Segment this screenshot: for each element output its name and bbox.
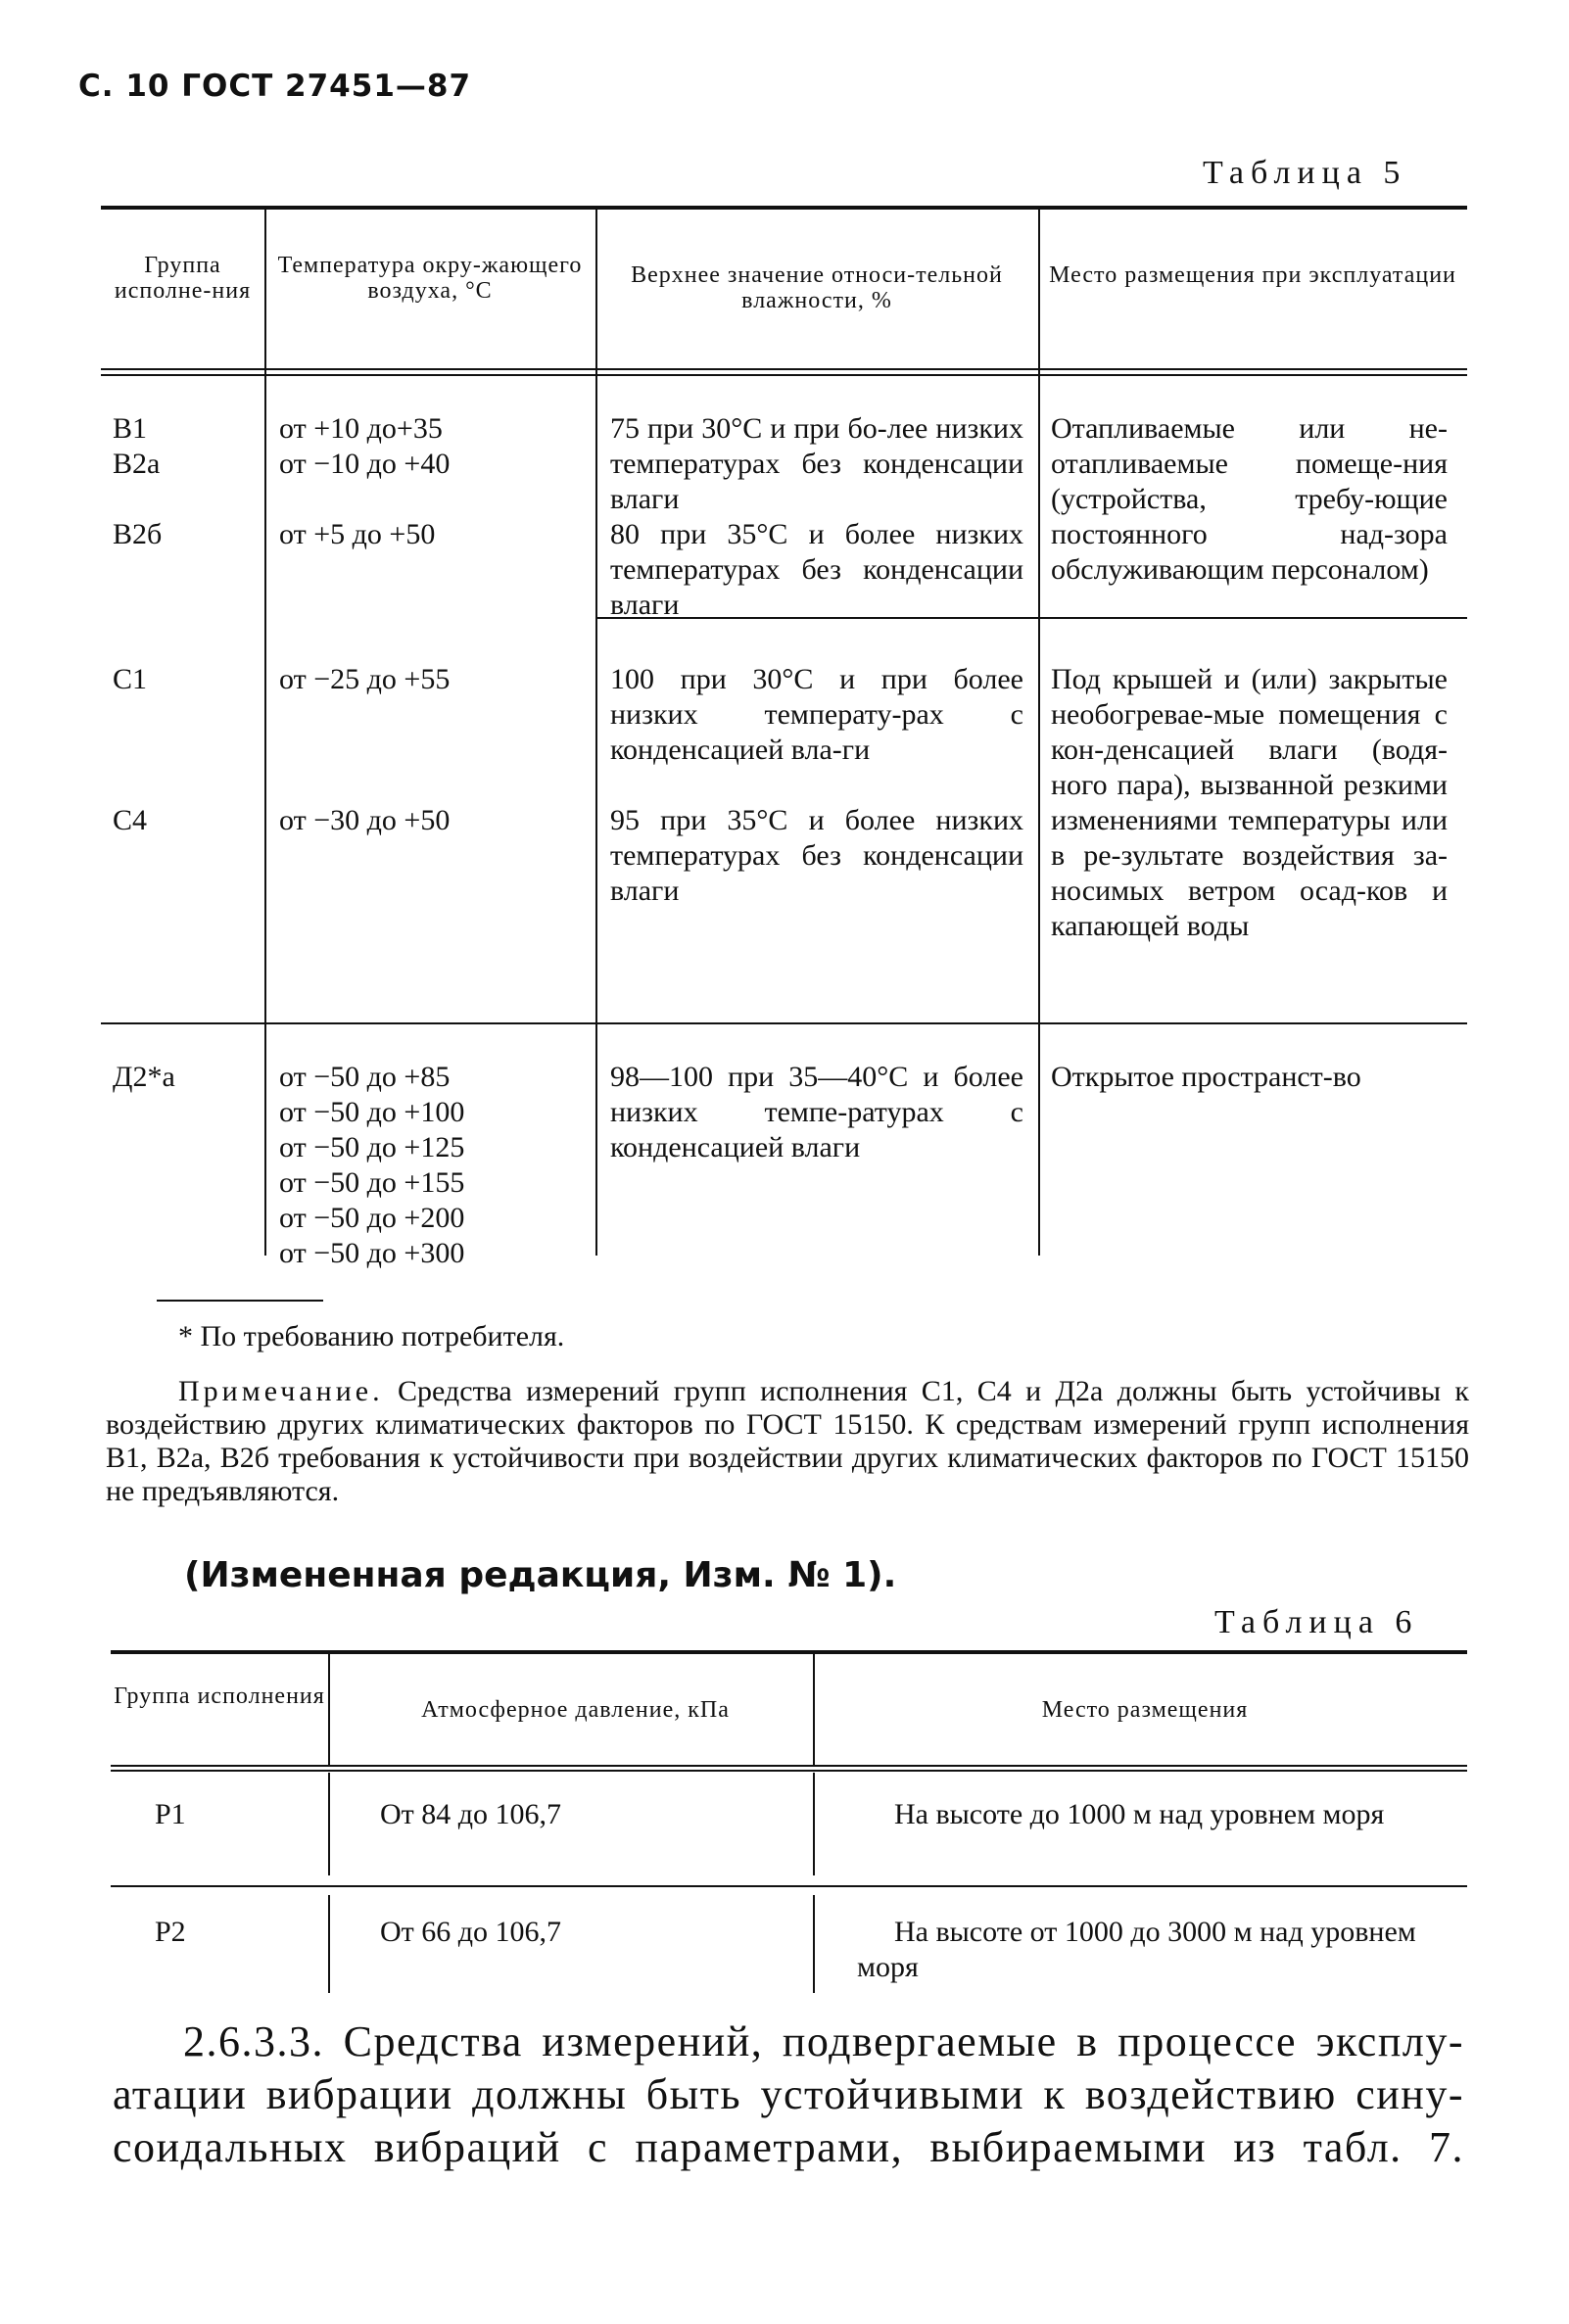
table5-top-rule — [101, 206, 1467, 210]
table6 — [111, 1650, 1467, 2003]
table6-col-rule-2h — [813, 1650, 815, 1765]
table5-header-place: Место размещения при эксплуатации — [1049, 262, 1456, 288]
paragraph-line: соидальных вибраций с параметрами, выбираемыми из табл. 7. — [113, 2123, 1464, 2171]
note-text: Средства измерений групп исполнения С1, С4 и Д2а должны быть устойчивы к воздействию других климатических факторов по ГОСТ 15150. К средствам измерений групп исполнения В1, В2а, В2б требования к устойчивости при воздействии других климатических факторов по ГОСТ 15150 не предъявляются. — [106, 1375, 1469, 1507]
table5-temperature: от −50 до +125 — [279, 1131, 465, 1163]
table5-col-rule-2h — [595, 206, 597, 374]
table5-col-rule-1 — [264, 374, 266, 1256]
table5-header-rule-2 — [101, 374, 1467, 376]
table5-row-rule-2 — [101, 1022, 1467, 1024]
body-paragraph-2-6-3-3 — [113, 2016, 1464, 2174]
table6-col-rule-1a — [328, 1773, 330, 1875]
table5-temperature: от −30 до +50 — [279, 804, 451, 836]
table6-pressure: От 84 до 106,7 — [380, 1798, 562, 1830]
table5-caption: Таблица 5 — [1203, 155, 1407, 191]
footnote-rule — [157, 1300, 323, 1302]
table5-group: С4 — [113, 804, 148, 836]
table5-col-rule-3h — [1038, 206, 1040, 374]
table6-header-pressure: Атмосферное давление, кПа — [421, 1697, 730, 1723]
table6-header-rule-1 — [111, 1765, 1467, 1767]
table6-pressure: От 66 до 106,7 — [380, 1916, 562, 1948]
table6-place: На высоте от 1000 до 3000 м над уровнем моря — [857, 1916, 1416, 1983]
table6-col-rule-2a — [813, 1773, 815, 1875]
table5-temperature: от −50 до +300 — [279, 1237, 465, 1269]
table5 — [101, 206, 1467, 1283]
table5-group: В1 — [113, 412, 148, 445]
table5-group: В2б — [113, 518, 163, 550]
note-label: Примечание. — [178, 1375, 384, 1407]
table5-humidity: 95 при 35°С и более низких температурах без конденсации влаги — [610, 804, 1023, 907]
table5-temperature: от −10 до +40 — [279, 448, 451, 480]
table6-caption: Таблица 6 — [1214, 1604, 1419, 1640]
table5-group: С1 — [113, 663, 148, 695]
table5-temperature: от −50 до +155 — [279, 1166, 465, 1199]
table5-temperature: от +10 до+35 — [279, 412, 443, 445]
edition-note: (Измененная редакция, Изм. № 1). — [184, 1555, 897, 1595]
table6-col-rule-1b — [328, 1895, 330, 1993]
paragraph-line: атации вибрации должны быть устойчивыми к воздействию сину- — [113, 2070, 1464, 2118]
table5-humidity: 98—100 при 35—40°С и более низких темпе-ратурах с конденсацией влаги — [610, 1061, 1023, 1163]
table5-temperature: от −25 до +55 — [279, 663, 451, 695]
table5-header-temperature: Температура окру-жающего воздуха, °С — [277, 253, 583, 304]
table6-place: На высоте до 1000 м над уровнем моря — [894, 1798, 1385, 1830]
table5-humidity: 100 при 30°С и при более низких температу-рах с конденсацией вла-ги — [610, 663, 1023, 766]
table6-col-rule-2b — [813, 1895, 815, 1993]
table6-header-group: Группа исполнения — [114, 1684, 325, 1709]
table5-place: Под крышей и (или) закрытые необогревае-мые помещения с кон-денсацией влаги (водя-ного пара), вызванной резкими изменениями температуры или в ре-зультате воздействия за-носимых ветром осад-ков и капающей воды — [1051, 663, 1448, 942]
table5-col-rule-2 — [595, 374, 597, 1256]
table5-col-rule-3 — [1038, 374, 1040, 1256]
table5-header-group: Группа исполне-ния — [114, 253, 252, 304]
table6-top-rule — [111, 1650, 1467, 1654]
table6-header-rule-2 — [111, 1770, 1467, 1772]
table6-group: Р2 — [155, 1916, 186, 1948]
table5-temperature: от −50 до +200 — [279, 1202, 465, 1234]
table5-header-humidity: Верхнее значение относи-тельной влажности, % — [631, 262, 1003, 313]
table5-group: Д2*а — [113, 1061, 175, 1093]
table5-place: Отапливаемые или не-отапливаемые помеще-ния (устройства, требу-ющие постоянного над-зора обслуживающим персоналом) — [1051, 412, 1448, 586]
table5-group: В2а — [113, 448, 161, 480]
table5-place: Открытое пространст-во — [1051, 1061, 1361, 1093]
table5-col-rule-1h — [264, 206, 266, 374]
table5-humidity: 75 при 30°С и при бо-лее низких температурах без конденсации влаги — [610, 412, 1023, 515]
table6-header-place: Место размещения — [1041, 1697, 1249, 1723]
table5-humidity: 80 при 35°С и более низких температурах без конденсации влаги — [610, 518, 1023, 621]
table6-group: Р1 — [155, 1798, 186, 1830]
table5-header-rule-1 — [101, 368, 1467, 370]
footnote: * По требованию потребителя. — [178, 1320, 565, 1352]
table5-temperature: от +5 до +50 — [279, 518, 436, 550]
paragraph-line: 2.6.3.3. Средства измерений, подвергаемые в процессе эксплу- — [183, 2017, 1464, 2065]
table5-temperature: от −50 до +100 — [279, 1096, 465, 1128]
table5-temperature: от −50 до +85 — [279, 1061, 451, 1093]
page-header: С. 10 ГОСТ 27451—87 — [78, 69, 472, 104]
note-paragraph — [106, 1375, 1469, 1508]
table6-col-rule-1h — [328, 1650, 330, 1765]
table6-row-rule — [111, 1885, 1467, 1887]
